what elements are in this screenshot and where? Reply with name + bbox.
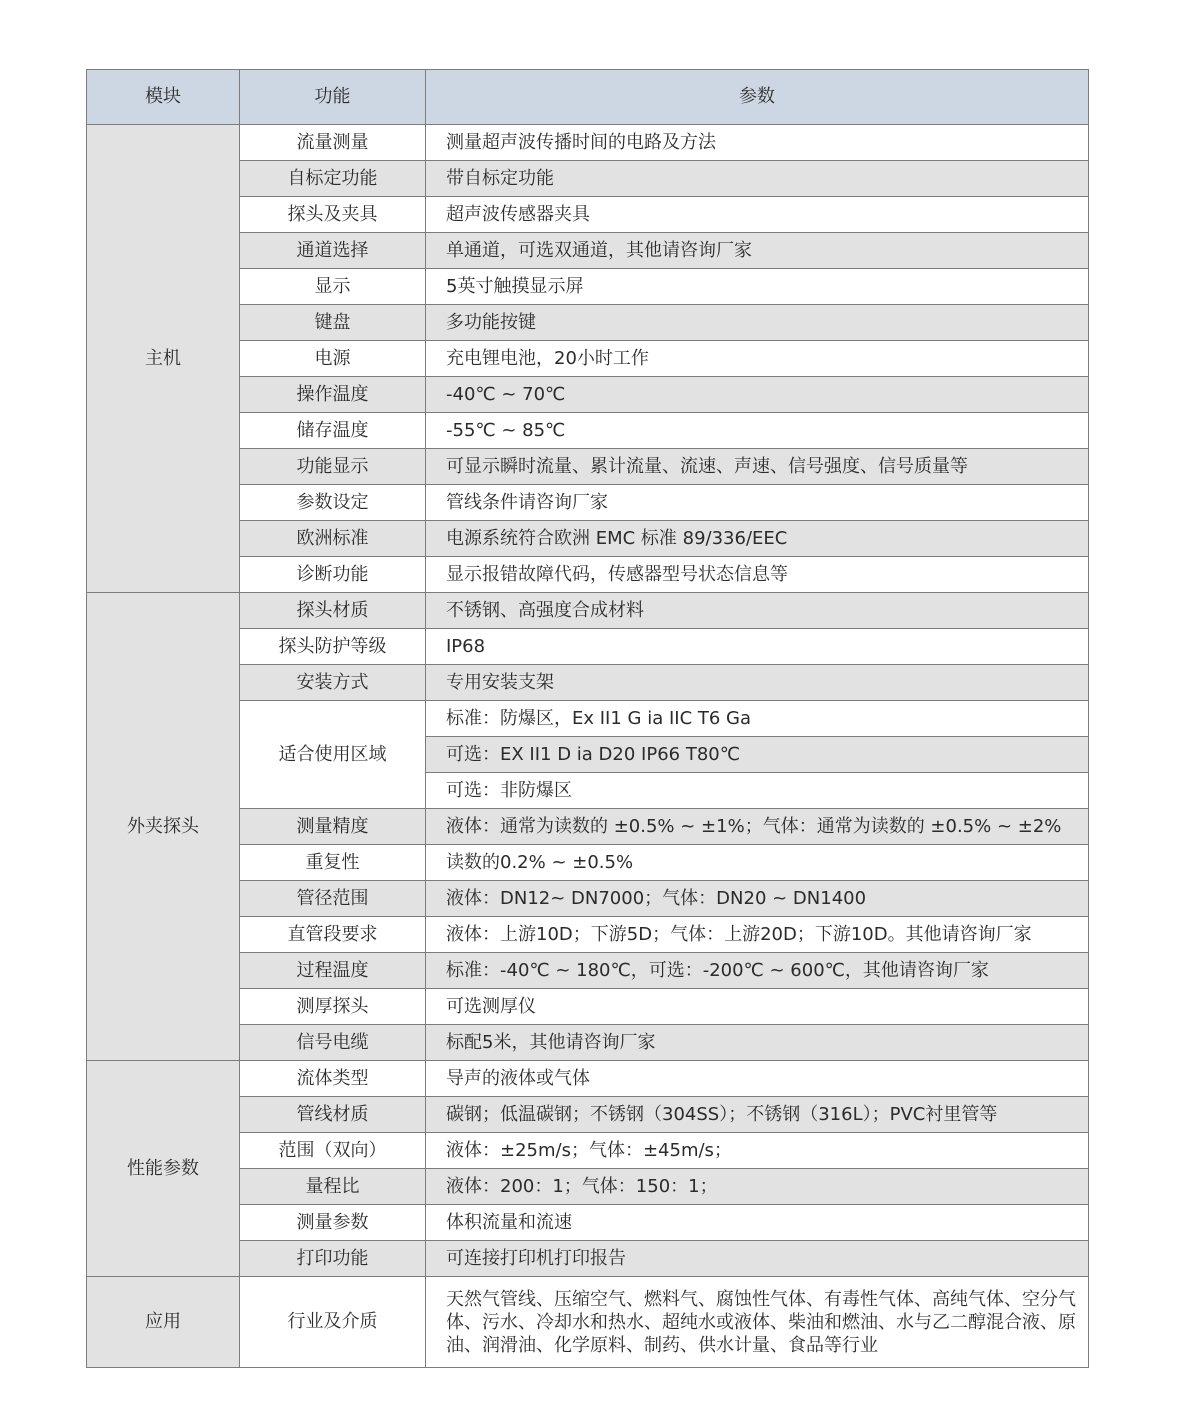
param-cell: 标准：-40℃ ~ 180℃，可选：-200℃ ~ 600℃，其他请咨询厂家 (426, 953, 1089, 989)
param-cell: 液体：上游10D；下游5D；气体：上游20D；下游10D。其他请咨询厂家 (426, 917, 1089, 953)
param-cell: 标配5米，其他请咨询厂家 (426, 1025, 1089, 1061)
function-cell: 功能显示 (240, 449, 426, 485)
function-cell: 管线材质 (240, 1097, 426, 1133)
function-cell: 范围（双向） (240, 1133, 426, 1169)
function-cell: 流量测量 (240, 125, 426, 161)
param-cell: 充电锂电池，20小时工作 (426, 341, 1089, 377)
param-cell: -55℃ ~ 85℃ (426, 413, 1089, 449)
function-cell: 键盘 (240, 305, 426, 341)
param-cell: 标准：防爆区，Ex II1 G ia IIC T6 Ga (426, 701, 1089, 737)
function-cell: 适合使用区域 (240, 701, 426, 809)
function-cell: 行业及介质 (240, 1277, 426, 1368)
param-cell: 液体：±25m/s；气体：±45m/s； (426, 1133, 1089, 1169)
header-row (87, 70, 1089, 125)
function-cell: 通道选择 (240, 233, 426, 269)
table-row (87, 593, 1089, 629)
table-row (87, 125, 1089, 161)
param-cell: 读数的0.2% ~ ±0.5% (426, 845, 1089, 881)
function-cell: 显示 (240, 269, 426, 305)
param-cell: 超声波传感器夹具 (426, 197, 1089, 233)
function-cell: 打印功能 (240, 1241, 426, 1277)
param-cell: 导声的液体或气体 (426, 1061, 1089, 1097)
function-cell: 探头及夹具 (240, 197, 426, 233)
table-row (87, 1061, 1089, 1097)
header-module: 模块 (87, 70, 240, 125)
param-cell: 可选：EX II1 D ia D20 IP66 T80℃ (426, 737, 1089, 773)
function-cell: 重复性 (240, 845, 426, 881)
param-cell: 体积流量和流速 (426, 1205, 1089, 1241)
function-cell: 量程比 (240, 1169, 426, 1205)
function-cell: 测厚探头 (240, 989, 426, 1025)
module-cell: 主机 (87, 125, 240, 593)
param-cell: 电源系统符合欧洲 EMC 标准 89/336/EEC (426, 521, 1089, 557)
module-cell: 应用 (87, 1277, 240, 1368)
param-cell: 液体：通常为读数的 ±0.5% ~ ±1%；气体：通常为读数的 ±0.5% ~ ±2% (426, 809, 1089, 845)
function-cell: 过程温度 (240, 953, 426, 989)
function-cell: 操作温度 (240, 377, 426, 413)
function-cell: 参数设定 (240, 485, 426, 521)
function-cell: 信号电缆 (240, 1025, 426, 1061)
param-cell: 液体：DN12~ DN7000；气体：DN20 ~ DN1400 (426, 881, 1089, 917)
param-cell: 可显示瞬时流量、累计流量、流速、声速、信号强度、信号质量等 (426, 449, 1089, 485)
param-cell: 管线条件请咨询厂家 (426, 485, 1089, 521)
param-cell: 可连接打印机打印报告 (426, 1241, 1089, 1277)
module-cell: 外夹探头 (87, 593, 240, 1061)
param-cell: 液体：200：1；气体：150：1； (426, 1169, 1089, 1205)
param-cell: 碳钢；低温碳钢；不锈钢（304SS）；不锈钢（316L）；PVC衬里管等 (426, 1097, 1089, 1133)
function-cell: 探头防护等级 (240, 629, 426, 665)
param-cell: 可选测厚仪 (426, 989, 1089, 1025)
param-cell: 专用安装支架 (426, 665, 1089, 701)
param-cell: 天然气管线、压缩空气、燃料气、腐蚀性气体、有毒性气体、高纯气体、空分气体、污水、冷却水和热水、超纯水或液体、柴油和燃油、水与乙二醇混合液、原油、润滑油、化学原料、制药、供水计量、食品等行业 (426, 1277, 1089, 1368)
header-function: 功能 (240, 70, 426, 125)
function-cell: 测量精度 (240, 809, 426, 845)
function-cell: 自标定功能 (240, 161, 426, 197)
function-cell: 安装方式 (240, 665, 426, 701)
function-cell: 电源 (240, 341, 426, 377)
param-cell: 测量超声波传播时间的电路及方法 (426, 125, 1089, 161)
table-row (87, 1277, 1089, 1368)
param-cell: -40℃ ~ 70℃ (426, 377, 1089, 413)
header-params: 参数 (426, 70, 1089, 125)
param-cell: 单通道，可选双通道，其他请咨询厂家 (426, 233, 1089, 269)
param-cell: 可选：非防爆区 (426, 773, 1089, 809)
function-cell: 直管段要求 (240, 917, 426, 953)
param-cell: 带自标定功能 (426, 161, 1089, 197)
function-cell: 诊断功能 (240, 557, 426, 593)
function-cell: 管径范围 (240, 881, 426, 917)
function-cell: 流体类型 (240, 1061, 426, 1097)
function-cell: 储存温度 (240, 413, 426, 449)
param-cell: IP68 (426, 629, 1089, 665)
param-cell: 5英寸触摸显示屏 (426, 269, 1089, 305)
function-cell: 探头材质 (240, 593, 426, 629)
param-cell: 多功能按键 (426, 305, 1089, 341)
function-cell: 欧洲标准 (240, 521, 426, 557)
module-cell: 性能参数 (87, 1061, 240, 1277)
spec-table (86, 69, 1089, 1368)
param-cell: 不锈钢、高强度合成材料 (426, 593, 1089, 629)
param-cell: 显示报错故障代码，传感器型号状态信息等 (426, 557, 1089, 593)
function-cell: 测量参数 (240, 1205, 426, 1241)
